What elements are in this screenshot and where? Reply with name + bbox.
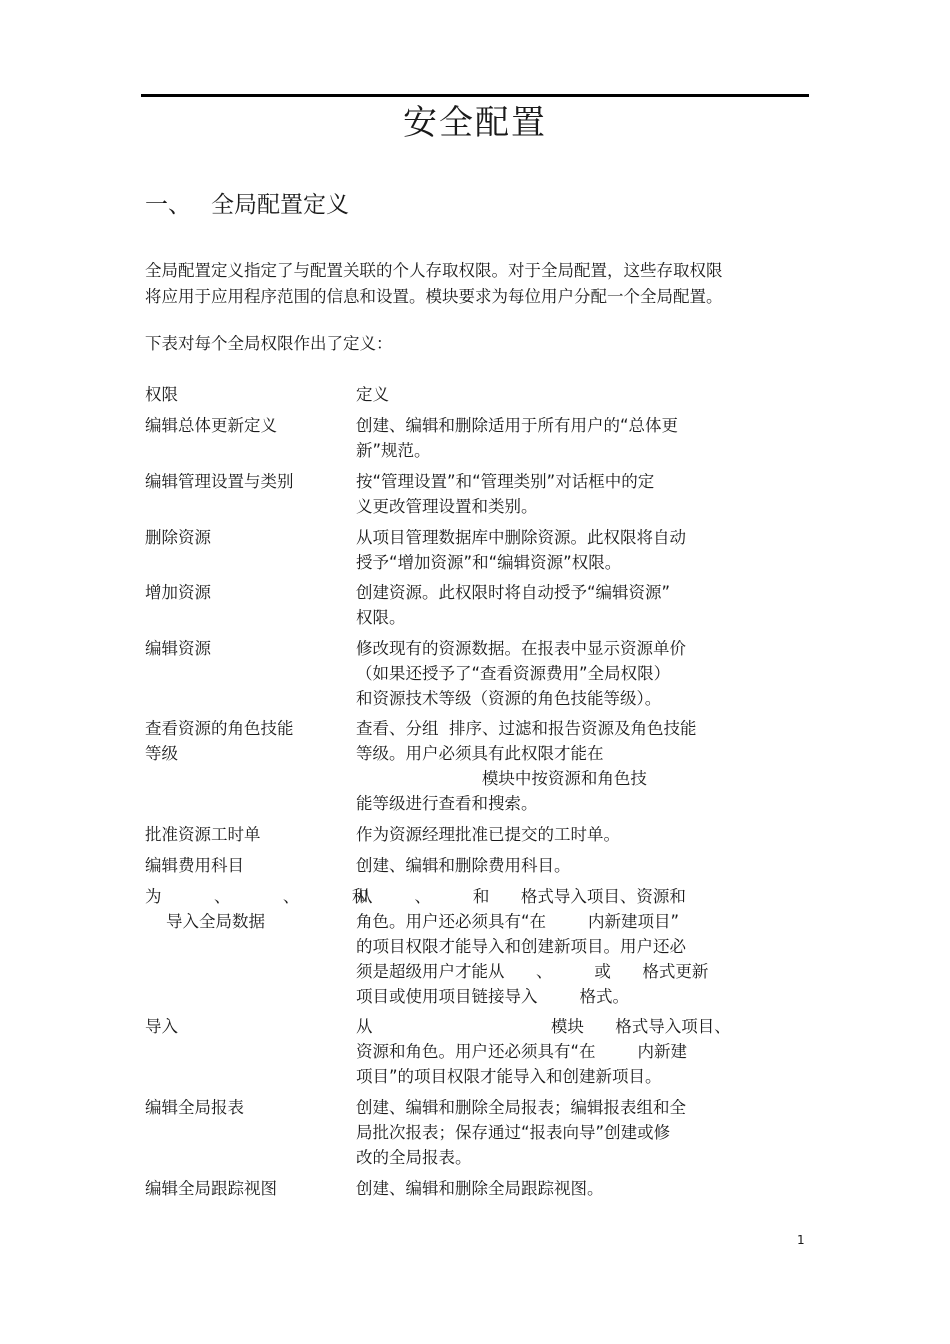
top-rule [141, 94, 809, 97]
term-line: 查看资源的角色技能 [145, 719, 294, 738]
def-line: 权限。 [356, 608, 406, 627]
def-line: 角色。用户还必须具有“在 内新建项目” [356, 912, 680, 931]
term-line: 编辑总体更新定义 [145, 416, 277, 435]
row-term [145, 884, 369, 934]
row-def [356, 580, 748, 630]
row-def [356, 716, 748, 816]
def-line: 从 、 和 格式导入项目、资源和 [356, 887, 686, 906]
section-title: 全局配置定义 [211, 192, 349, 218]
term-line: 等级 [145, 744, 178, 763]
def-line: 资源和角色。用户还必须具有“在 内新建 [356, 1042, 688, 1061]
def-line: 的项目权限才能导入和创建新项目。用户还必 [356, 937, 686, 956]
row-term [145, 525, 325, 550]
def-line: （如果还授予了“查看资源费用”全局权限） [356, 664, 671, 683]
row-term [145, 636, 325, 661]
row-def [356, 636, 748, 711]
row-term [145, 822, 325, 847]
row-def [356, 822, 748, 847]
row-term [145, 1176, 325, 1201]
def-line: 项目或使用项目链接导入 格式。 [356, 987, 629, 1006]
section-number: 一、 [145, 192, 191, 218]
def-line: 创建、编辑和删除全局报表；编辑报表组和全 [356, 1098, 686, 1117]
intro-line-2: 将应用于应用程序范围的信息和设置。模块要求为每位用户分配一个全局配置。 [145, 287, 723, 306]
header-def: 定义 [356, 385, 389, 404]
row-term [145, 413, 325, 438]
def-line: 须是超级用户才能从 、 或 格式更新 [356, 962, 709, 981]
def-line: 按“管理设置”和“管理类别”对话框中的定 [356, 472, 655, 491]
def-line: 创建、编辑和删除适用于所有用户的“总体更 [356, 416, 679, 435]
def-line: 和资源技术等级（资源的角色技能等级）。 [356, 689, 662, 708]
row-def [356, 853, 748, 878]
def-line: 从 模块 格式导入项目、 [356, 1017, 731, 1036]
row-def [356, 413, 748, 463]
def-line: 等级。用户必须具有此权限才能在 [356, 744, 604, 763]
term-line: 增加资源 [145, 583, 211, 602]
def-line: 查看、分组 排序、过滤和报告资源及角色技能 [356, 719, 697, 738]
row-def [356, 1095, 748, 1170]
row-def [356, 1014, 748, 1089]
table-intro: 下表对每个全局权限作出了定义： [145, 334, 393, 353]
row-term [145, 716, 325, 766]
intro-line-1: 全局配置定义指定了与配置关联的个人存取权限。对于全局配置，这些存取权限 [145, 261, 723, 280]
row-def [356, 469, 748, 519]
row-term [145, 580, 325, 605]
def-line: 新”规范。 [356, 441, 431, 460]
header-term: 权限 [145, 385, 178, 404]
def-line: 能等级进行查看和搜索。 [356, 794, 538, 813]
intro-paragraph [145, 258, 810, 310]
row-def [356, 525, 748, 575]
def-line: 创建、编辑和删除费用科目。 [356, 856, 571, 875]
row-term [145, 853, 325, 878]
def-line: 模块中按资源和角色技 [356, 769, 647, 788]
term-line: 导入 [145, 1017, 178, 1036]
def-line: 义更改管理设置和类别。 [356, 497, 538, 516]
def-line: 局批次报表；保存通过“报表向导”创建或修 [356, 1123, 671, 1142]
row-term [145, 1014, 325, 1039]
row-term [145, 1095, 325, 1120]
def-line: 项目”的项目权限才能导入和创建新项目。 [356, 1067, 662, 1086]
def-line: 从项目管理数据库中删除资源。此权限将自动 [356, 528, 686, 547]
term-line: 编辑全局跟踪视图 [145, 1179, 277, 1198]
def-line: 授予“增加资源”和“编辑资源”权限。 [356, 553, 622, 572]
term-line: 批准资源工时单 [145, 825, 261, 844]
term-line: 导入全局数据 [145, 912, 265, 931]
term-line: 删除资源 [145, 528, 211, 547]
page-title: 安全配置 [403, 103, 547, 143]
def-line: 修改现有的资源数据。在报表中显示资源单价 [356, 639, 686, 658]
row-term [145, 469, 325, 494]
term-line: 编辑全局报表 [145, 1098, 244, 1117]
def-line: 创建、编辑和删除全局跟踪视图。 [356, 1179, 604, 1198]
page-number: 1 [797, 1233, 805, 1247]
term-line: 编辑管理设置与类别 [145, 472, 294, 491]
section-heading [145, 188, 349, 222]
def-line: 创建资源。此权限时将自动授予“编辑资源” [356, 583, 671, 602]
term-line: 编辑资源 [145, 639, 211, 658]
row-def [356, 884, 748, 1009]
term-line: 编辑费用科目 [145, 856, 244, 875]
def-line: 作为资源经理批准已提交的工时单。 [356, 825, 620, 844]
def-line: 改的全局报表。 [356, 1148, 472, 1167]
row-def [356, 1176, 748, 1201]
term-line: 为 、 、 和 [145, 887, 369, 906]
